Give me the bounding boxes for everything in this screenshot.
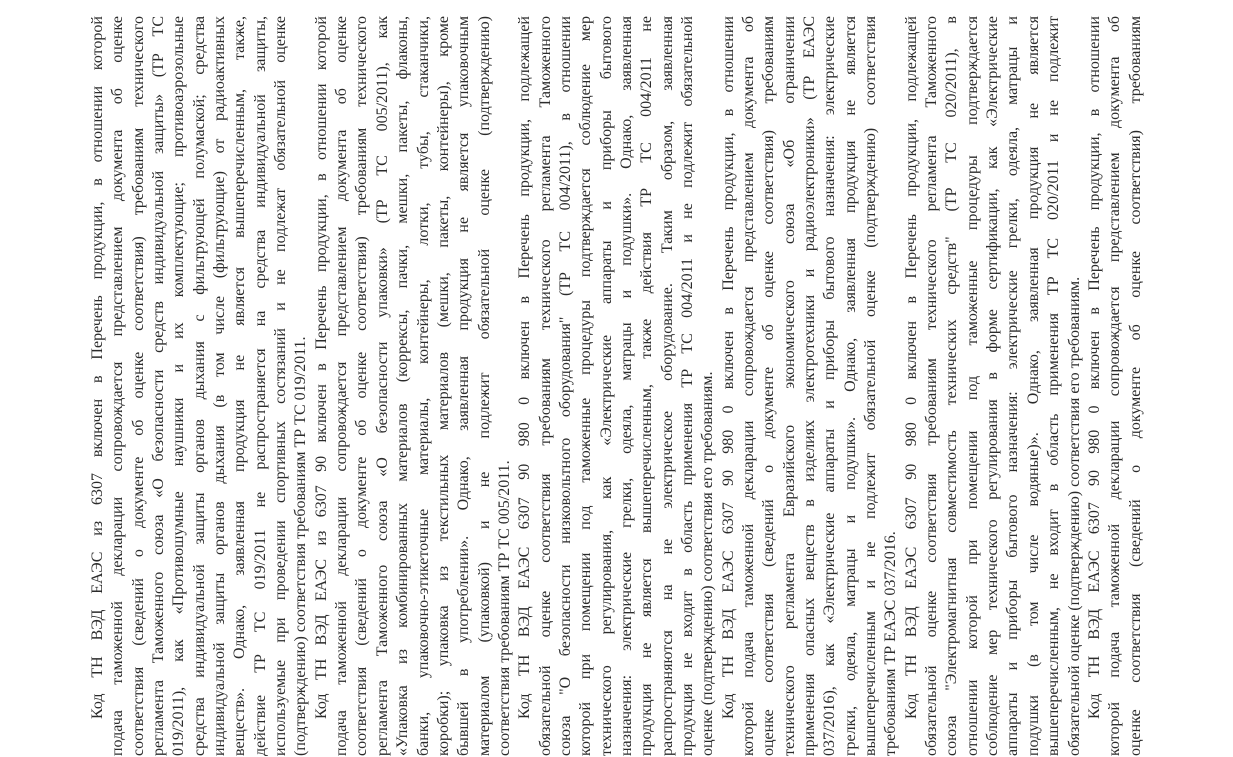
text-line-p1-l8: веществ». Однако, заявленная продукция не является вышеперечисленным, также,: [231, 16, 249, 756]
text-line-p5-l1: Код ТН ВЭД ЕАЭС 6307 90 980 0 включен в Перечень продукции, подлежащей: [902, 16, 920, 719]
text-line-p1-l9: действие ТР ТС 019/2011 не распространяется на средства индивидуальной защиты,: [251, 16, 269, 756]
text-line-p4-l8: вышеперечисленным и не подлежит обязательной оценке (подтверждению) соответствия: [862, 16, 880, 756]
text-line-p2-l6: банки, упаковочно-этикеточные материалы, контейнеры, лотки, тубы, стаканчики,: [414, 16, 432, 756]
text-line-p4-l6: 037/2016), как «Электрические аппараты и приборы бытового назначения: электрические: [821, 16, 839, 756]
text-line-p4-l2: которой подача таможенной декларации сопровождается представлением документа об: [740, 16, 757, 756]
text-line-p5-l9: обязательной оценке (подтверждению) соответствия его требованиям.: [1065, 276, 1083, 756]
text-line-p1-l7: индивидуальной защиты органов дыхания (в том числе (фильтрующие) от радиоактивных: [211, 16, 229, 756]
text-line-p3-l4: которой при помещении под таможенные процедуры подтверждается соблюдение мер: [577, 16, 595, 756]
text-line-p6-l3: оценке соответствия (сведений о документе об оценке соответствия) требованиям: [1126, 16, 1144, 756]
text-line-p4-l5: применения опасных веществ в изделиях электротехники и радиоэлектроники» (ТР ЕАЭС: [801, 16, 819, 756]
text-line-p1-l2: подача таможенной декларации сопровождается представлением документа об оценке: [109, 16, 127, 756]
text-line-p2-l8: бывшей в употреблении». Однако, заявленная продукция не является упаковочным: [455, 16, 473, 756]
text-line-p4-l4: технического регламента Евразийского экономического союза «Об ограничении: [780, 16, 798, 756]
text-line-p2-l10: соответствия требованиям ТР ТС 005/2011.: [495, 460, 513, 756]
text-line-p3-l3: союза "О безопасности низковольтного оборудования" (ТР ТС 004/2011), в отношении: [556, 16, 574, 756]
text-line-p5-l4: отношении которой при помещении под таможенные процедуры подтверждается: [963, 16, 981, 756]
text-line-p4-l7: грелки, одеяла, матрацы и подушки». Однако, заявленная продукция не является: [841, 16, 859, 756]
text-line-p4-l9: требованиям ТР ЕАЭС 037/2016.: [882, 531, 900, 756]
text-line-p5-l7: подушки (в том числе водяные)». Однако, заявленная продукция не является: [1024, 16, 1042, 756]
text-line-p3-l10: оценке (подтверждению) соответствия его требованиям.: [699, 371, 717, 756]
text-line-p6-l1: Код ТН ВЭД ЕАЭС 6307 90 980 0 включен в Перечень продукции, в отношении: [1085, 16, 1103, 719]
text-line-p3-l6: назначения: электрические грелки, одеяла, матрацы и подушки». Однако, заявленная: [617, 16, 635, 756]
text-line-p3-l5: технического регулирования, как «Электрические аппараты и приборы бытового: [597, 16, 615, 756]
text-line-p1-l5: 019/2011), как «Противошумные наушники и их комплектующие; противоаэрозольные: [170, 16, 188, 756]
text-line-p1-l10: используемые при проведении спортивных состязаний и не подлежат обязательной оценке: [272, 16, 290, 756]
text-line-p1-l11: (подтверждению) соответствия требованиям ТР ТС 019/2011.: [292, 336, 310, 756]
text-line-p1-l6: средства индивидуальной защиты органов дыхания с фильтрующей полумаской; средства: [190, 16, 208, 756]
text-line-p2-l1: Код ТН ВЭД ЕАЭС из 6307 90 включен в Перечень продукции, в отношении которой: [312, 16, 330, 719]
text-line-p2-l7: коробки); упаковка из текстильных материалов (мешки, пакеты, контейнеры), кроме: [434, 16, 452, 756]
text-line-p5-l5: соблюдение мер технического регулирования в форме сертификации, как «Электрические: [984, 16, 1002, 756]
text-line-p6-l2: которой подача таможенной декларации сопровождается представлением документа об: [1106, 16, 1124, 756]
text-line-p5-l6: аппараты и приборы бытового назначения: электрические грелки, одеяла, матрацы и: [1004, 16, 1022, 756]
text-line-p5-l3: союза "Электромагнитная совместимость технических средств" (ТР ТС 020/2011), в: [943, 16, 961, 756]
text-line-p5-l8: вышеперечисленным, не входит в область применения ТР ТС 020/2011 и не подлежит: [1045, 16, 1063, 756]
text-line-p4-l1: Код ТН ВЭД ЕАЭС 6307 90 980 0 включен в Перечень продукции, в отношении: [719, 16, 737, 719]
text-line-p1-l3: соответствия (сведений о документе об оценке соответствия) требованиям технического: [129, 16, 147, 756]
text-line-p5-l2: обязательной оценке соответствия требованиям технического регламента Таможенного: [923, 16, 941, 756]
text-line-p1-l1: Код ТН ВЭД ЕАЭС из 6307 включен в Перечень продукции, в отношении которой: [89, 16, 106, 719]
text-line-p2-l9: материалом (упаковкой) и не подлежит обязательной оценке (подтверждению): [475, 16, 493, 756]
text-line-p3-l8: распространяются на не электрическое оборудование. Таким образом, заявленная: [658, 16, 676, 756]
document-text-block: [88, 16, 1146, 756]
text-line-p4-l3: оценке соответствия (сведений о документе об оценке соответствия) требованиям: [760, 16, 778, 756]
text-line-p2-l4: регламента Таможенного союза «О безопасности упаковки» (ТР ТС 005/2011), как: [373, 16, 391, 756]
text-line-p1-l4: регламента Таможенного союза «О безопасности средств индивидуальной защиты» (ТР ТС: [150, 16, 168, 756]
text-line-p2-l2: подача таможенной декларации сопровождается представлением документа об оценке: [333, 16, 351, 756]
text-line-p3-l1: Код ТН ВЭД ЕАЭС 6307 90 980 0 включен в Перечень продукции, подлежащей: [516, 16, 534, 719]
text-line-p3-l2: обязательной оценке соответствия требованиям технического регламента Таможенного: [536, 16, 554, 756]
text-line-p2-l5: «Упаковка из комбинированных материалов (коррексы, пачки, мешки, пакеты, флаконы,: [394, 16, 412, 756]
text-line-p3-l9: продукция не входит в область применения ТР ТС 004/2011 и не подлежит обязательной: [678, 16, 696, 756]
text-line-p2-l3: соответствия (сведений о документе об оценке соответствия) требованиям технического: [353, 16, 371, 756]
text-line-p3-l7: продукция не является вышеперечисленным, также действия ТР ТС 004/2011 не: [638, 16, 656, 756]
